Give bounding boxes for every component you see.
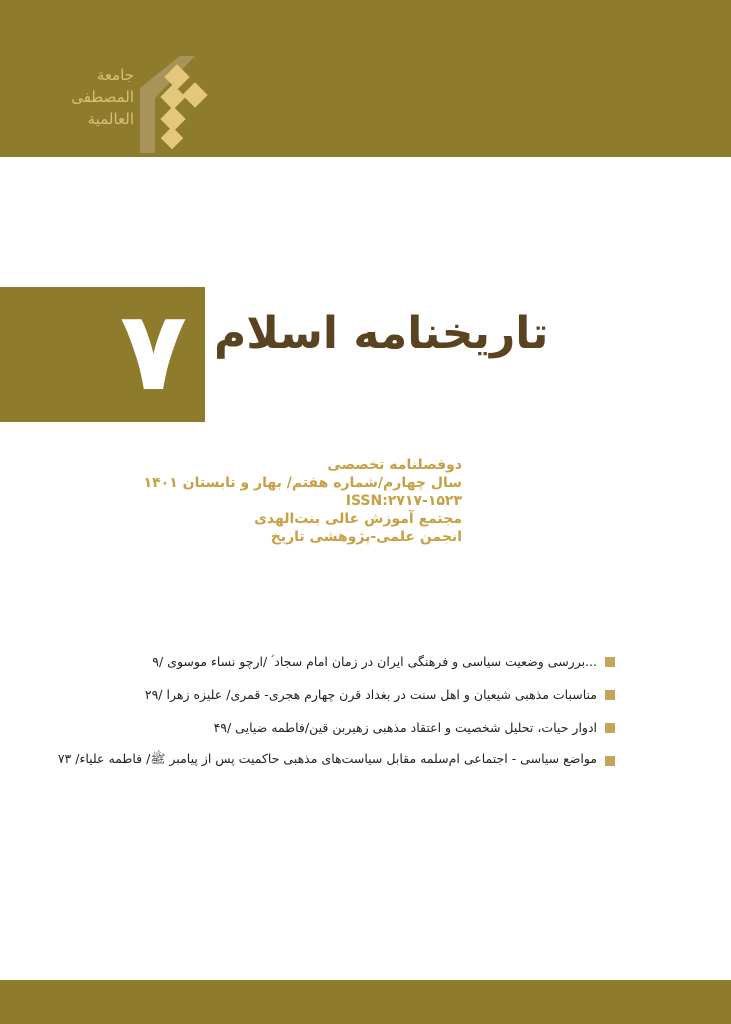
issue-number-box	[0, 287, 205, 422]
logo-line: المصطفی	[71, 88, 134, 106]
logo-line: جامعة	[96, 66, 134, 84]
info-association: انجمن علمی-پژوهشی تاریخ	[270, 529, 462, 545]
journal-info	[144, 456, 462, 546]
journal-title: تاریخنامه اسلام	[214, 308, 549, 359]
top-band	[0, 0, 731, 157]
bullet-square-icon	[605, 657, 615, 667]
issue-number: ۷	[119, 287, 187, 415]
table-of-contents	[58, 645, 615, 777]
toc-text: ادوار حیات، تحلیل شخصیت و اعتقاد مذهبی زهیربن قین/فاطمه ضیایی /۴۹	[213, 720, 597, 735]
bullet-square-icon	[605, 690, 615, 700]
info-issn: ISSN:۲۷۱۷-۱۵۲۳	[345, 493, 462, 509]
toc-item	[58, 678, 615, 711]
toc-text: مناسبات مذهبی شیعیان و اهل سنت در بغداد قرن چهارم هجری- قمری/ علیزه زهرا /۲۹	[144, 687, 597, 702]
bullet-square-icon	[605, 723, 615, 733]
info-type: دوفصلنامه تخصصی	[327, 457, 462, 473]
toc-item	[58, 645, 615, 678]
info-institution: مجتمع آموزش عالی بنت‌الهدی	[254, 511, 462, 527]
toc-text: ...بررسی وضعیت سیاسی و فرهنگی ایران در زمان امام سجاد ؑ /ارچو نساء موسوی /۹	[152, 653, 597, 669]
info-issue: سال چهارم/شماره هفتم/ بهار و تابستان ۱۴۰۱	[143, 475, 462, 491]
toc-item	[58, 744, 615, 777]
toc-item	[58, 711, 615, 744]
publisher-name	[64, 64, 134, 130]
logo-line: العالمیة	[87, 110, 134, 128]
toc-text: مواضع سیاسی - اجتماعی ام‌سلمه مقابل سیاست‌های مذهبی حاکمیت پس از پیامبر ﷺ/ فاطمه علیاء/ ۷۳	[57, 751, 597, 766]
bullet-square-icon	[605, 756, 615, 766]
bottom-band	[0, 980, 731, 1024]
